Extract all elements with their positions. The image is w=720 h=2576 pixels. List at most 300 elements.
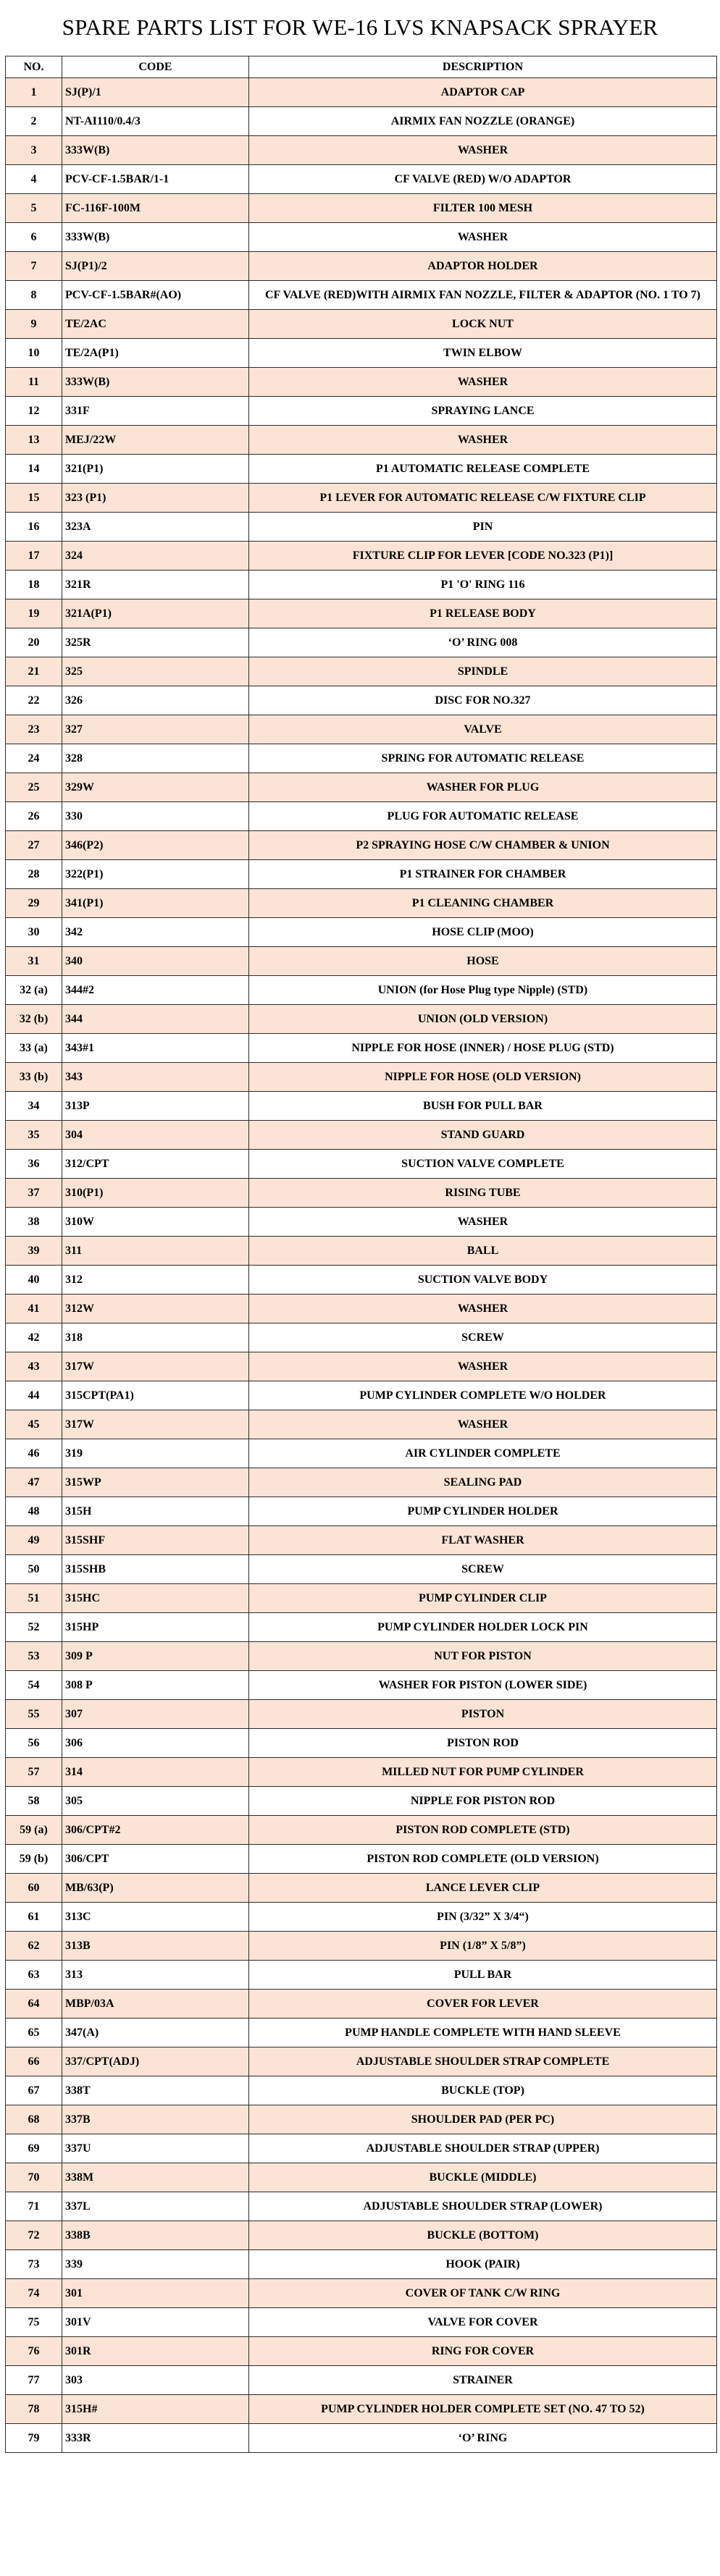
table-row — [6, 2337, 717, 2366]
part-number-cell: 24 — [6, 744, 62, 773]
part-description-cell: HOSE — [249, 947, 717, 976]
part-code-cell: 313B — [62, 1932, 249, 1961]
table-row — [6, 223, 717, 252]
part-code-cell: TE/2A(P1) — [62, 339, 249, 368]
part-code-cell: PCV-CF-1.5BAR#(AO) — [62, 281, 249, 310]
part-description-cell: WASHER — [249, 136, 717, 165]
part-number-cell: 25 — [6, 773, 62, 802]
part-code-cell: 338T — [62, 2076, 249, 2105]
part-number-cell: 42 — [6, 1323, 62, 1352]
part-description-cell: COVER OF TANK C/W RING — [249, 2279, 717, 2308]
part-number-cell: 61 — [6, 1903, 62, 1932]
part-code-cell: 312W — [62, 1295, 249, 1323]
part-description-cell: PIN (1/8” X 5/8”) — [249, 1932, 717, 1961]
part-description-cell: LANCE LEVER CLIP — [249, 1874, 717, 1903]
table-row — [6, 194, 717, 223]
part-number-cell: 10 — [6, 339, 62, 368]
table-row — [6, 1990, 717, 2019]
part-description-cell: WASHER FOR PLUG — [249, 773, 717, 802]
part-description-cell: STAND GUARD — [249, 1121, 717, 1150]
part-number-cell: 57 — [6, 1758, 62, 1787]
part-description-cell: ‘O’ RING — [249, 2424, 717, 2453]
part-number-cell: 59 (b) — [6, 1845, 62, 1874]
part-number-cell: 6 — [6, 223, 62, 252]
table-row — [6, 252, 717, 281]
part-description-cell: P1 AUTOMATIC RELEASE COMPLETE — [249, 455, 717, 484]
table-row — [6, 1526, 717, 1555]
part-number-cell: 68 — [6, 2105, 62, 2134]
part-description-cell: BUCKLE (TOP) — [249, 2076, 717, 2105]
table-row — [6, 484, 717, 513]
part-description-cell: WASHER — [249, 368, 717, 397]
part-code-cell: 318 — [62, 1323, 249, 1352]
part-description-cell: VALVE — [249, 715, 717, 744]
part-description-cell: WASHER — [249, 1295, 717, 1323]
part-code-cell: 344#2 — [62, 976, 249, 1005]
part-number-cell: 77 — [6, 2366, 62, 2395]
part-code-cell: 315H# — [62, 2395, 249, 2424]
part-code-cell: 315SHB — [62, 1555, 249, 1584]
table-row — [6, 2019, 717, 2047]
part-description-cell: CF VALVE (RED)WITH AIRMIX FAN NOZZLE, FILTER & ADAPTOR (NO. 1 TO 7) — [249, 281, 717, 310]
part-number-cell: 74 — [6, 2279, 62, 2308]
part-description-cell: BUCKLE (BOTTOM) — [249, 2221, 717, 2250]
part-code-cell: 337L — [62, 2192, 249, 2221]
part-description-cell: ADAPTOR CAP — [249, 78, 717, 107]
part-code-cell: FC-116F-100M — [62, 194, 249, 223]
table-row — [6, 2395, 717, 2424]
part-description-cell: SCREW — [249, 1323, 717, 1352]
part-code-cell: 319 — [62, 1439, 249, 1468]
header-description: DESCRIPTION — [249, 56, 717, 78]
part-number-cell: 75 — [6, 2308, 62, 2337]
part-description-cell: PUMP HANDLE COMPLETE WITH HAND SLEEVE — [249, 2019, 717, 2047]
part-description-cell: SUCTION VALVE BODY — [249, 1266, 717, 1295]
part-number-cell: 12 — [6, 397, 62, 426]
part-number-cell: 46 — [6, 1439, 62, 1468]
part-code-cell: 326 — [62, 686, 249, 715]
part-code-cell: 340 — [62, 947, 249, 976]
part-description-cell: P1 RELEASE BODY — [249, 599, 717, 628]
table-row — [6, 136, 717, 165]
table-row — [6, 1381, 717, 1410]
part-code-cell: 311 — [62, 1237, 249, 1266]
part-number-cell: 8 — [6, 281, 62, 310]
part-description-cell: ‘O’ RING 008 — [249, 628, 717, 657]
part-code-cell: MEJ/22W — [62, 426, 249, 455]
part-number-cell: 27 — [6, 831, 62, 860]
table-row — [6, 1323, 717, 1352]
part-code-cell: 321(P1) — [62, 455, 249, 484]
part-number-cell: 16 — [6, 513, 62, 542]
table-row — [6, 831, 717, 860]
part-code-cell: 321R — [62, 571, 249, 599]
part-description-cell: SPINDLE — [249, 657, 717, 686]
part-code-cell: 306/CPT#2 — [62, 1816, 249, 1845]
part-number-cell: 21 — [6, 657, 62, 686]
table-row — [6, 1295, 717, 1323]
part-description-cell: ADJUSTABLE SHOULDER STRAP (UPPER) — [249, 2134, 717, 2163]
table-row — [6, 368, 717, 397]
part-description-cell: PIN (3/32” X 3/4“) — [249, 1903, 717, 1932]
part-description-cell: P1 LEVER FOR AUTOMATIC RELEASE C/W FIXTURE CLIP — [249, 484, 717, 513]
table-row — [6, 1352, 717, 1381]
part-description-cell: PUMP CYLINDER COMPLETE W/O HOLDER — [249, 1381, 717, 1410]
part-description-cell: PISTON ROD COMPLETE (OLD VERSION) — [249, 1845, 717, 1874]
table-row — [6, 1787, 717, 1816]
part-number-cell: 76 — [6, 2337, 62, 2366]
part-code-cell: 324 — [62, 542, 249, 571]
part-code-cell: 303 — [62, 2366, 249, 2395]
table-row — [6, 1932, 717, 1961]
part-number-cell: 72 — [6, 2221, 62, 2250]
table-row — [6, 1005, 717, 1034]
part-code-cell: 310W — [62, 1208, 249, 1237]
part-code-cell: 312 — [62, 1266, 249, 1295]
part-number-cell: 52 — [6, 1613, 62, 1642]
part-number-cell: 70 — [6, 2163, 62, 2192]
part-number-cell: 69 — [6, 2134, 62, 2163]
part-description-cell: FIXTURE CLIP FOR LEVER [CODE NO.323 (P1)] — [249, 542, 717, 571]
part-description-cell: NIPPLE FOR HOSE (INNER) / HOSE PLUG (STD) — [249, 1034, 717, 1063]
part-number-cell: 19 — [6, 599, 62, 628]
part-number-cell: 65 — [6, 2019, 62, 2047]
part-number-cell: 78 — [6, 2395, 62, 2424]
part-number-cell: 59 (a) — [6, 1816, 62, 1845]
part-number-cell: 36 — [6, 1150, 62, 1179]
part-code-cell: 338M — [62, 2163, 249, 2192]
part-number-cell: 17 — [6, 542, 62, 571]
table-row — [6, 2105, 717, 2134]
part-number-cell: 33 (a) — [6, 1034, 62, 1063]
part-description-cell: COVER FOR LEVER — [249, 1990, 717, 2019]
part-code-cell: 304 — [62, 1121, 249, 1150]
table-row — [6, 542, 717, 571]
part-description-cell: AIR CYLINDER COMPLETE — [249, 1439, 717, 1468]
part-description-cell: PULL BAR — [249, 1961, 717, 1990]
table-row — [6, 2308, 717, 2337]
part-number-cell: 51 — [6, 1584, 62, 1613]
part-number-cell: 13 — [6, 426, 62, 455]
table-row — [6, 918, 717, 947]
part-number-cell: 44 — [6, 1381, 62, 1410]
part-description-cell: P1 STRAINER FOR CHAMBER — [249, 860, 717, 889]
part-description-cell: PUMP CYLINDER HOLDER — [249, 1497, 717, 1526]
part-description-cell: SPRING FOR AUTOMATIC RELEASE — [249, 744, 717, 773]
part-description-cell: WASHER — [249, 1410, 717, 1439]
part-number-cell: 66 — [6, 2047, 62, 2076]
part-number-cell: 60 — [6, 1874, 62, 1903]
header-no: NO. — [6, 56, 62, 78]
table-row — [6, 1700, 717, 1729]
part-number-cell: 49 — [6, 1526, 62, 1555]
table-row — [6, 2192, 717, 2221]
table-row — [6, 2424, 717, 2453]
table-row — [6, 1497, 717, 1526]
part-code-cell: 313P — [62, 1092, 249, 1121]
part-code-cell: 333W(B) — [62, 136, 249, 165]
part-code-cell: 309 P — [62, 1642, 249, 1671]
part-description-cell: PIN — [249, 513, 717, 542]
part-code-cell: 338B — [62, 2221, 249, 2250]
table-row — [6, 802, 717, 831]
part-description-cell: PUMP CYLINDER HOLDER COMPLETE SET (NO. 47 TO 52) — [249, 2395, 717, 2424]
part-code-cell: 322(P1) — [62, 860, 249, 889]
part-number-cell: 62 — [6, 1932, 62, 1961]
part-code-cell: 301R — [62, 2337, 249, 2366]
table-row — [6, 947, 717, 976]
part-number-cell: 58 — [6, 1787, 62, 1816]
part-number-cell: 7 — [6, 252, 62, 281]
part-number-cell: 9 — [6, 310, 62, 339]
table-row — [6, 1845, 717, 1874]
part-number-cell: 43 — [6, 1352, 62, 1381]
part-description-cell: SPRAYING LANCE — [249, 397, 717, 426]
part-description-cell: AIRMIX FAN NOZZLE (ORANGE) — [249, 107, 717, 136]
table-row — [6, 1816, 717, 1845]
table-row — [6, 976, 717, 1005]
table-row — [6, 2047, 717, 2076]
part-number-cell: 56 — [6, 1729, 62, 1758]
part-description-cell: FLAT WASHER — [249, 1526, 717, 1555]
table-row — [6, 2366, 717, 2395]
table-body — [6, 78, 717, 2453]
part-description-cell: NUT FOR PISTON — [249, 1642, 717, 1671]
part-description-cell: WASHER — [249, 426, 717, 455]
part-description-cell: NIPPLE FOR HOSE (OLD VERSION) — [249, 1063, 717, 1092]
table-row — [6, 165, 717, 194]
part-code-cell: 329W — [62, 773, 249, 802]
part-code-cell: NT-AI110/0.4/3 — [62, 107, 249, 136]
part-code-cell: 323A — [62, 513, 249, 542]
part-description-cell: BALL — [249, 1237, 717, 1266]
table-row — [6, 2279, 717, 2308]
part-code-cell: 337B — [62, 2105, 249, 2134]
table-row — [6, 1903, 717, 1932]
page-title: SPARE PARTS LIST FOR WE-16 LVS KNAPSACK SPRAYER — [62, 14, 658, 40]
part-number-cell: 15 — [6, 484, 62, 513]
part-code-cell: 337/CPT(ADJ) — [62, 2047, 249, 2076]
part-code-cell: 343 — [62, 1063, 249, 1092]
part-description-cell: ADAPTOR HOLDER — [249, 252, 717, 281]
part-number-cell: 41 — [6, 1295, 62, 1323]
part-code-cell: 328 — [62, 744, 249, 773]
part-description-cell: SEALING PAD — [249, 1468, 717, 1497]
part-number-cell: 29 — [6, 889, 62, 918]
part-number-cell: 31 — [6, 947, 62, 976]
part-code-cell: 333R — [62, 2424, 249, 2453]
part-description-cell: PUMP CYLINDER HOLDER LOCK PIN — [249, 1613, 717, 1642]
part-number-cell: 54 — [6, 1671, 62, 1700]
part-number-cell: 48 — [6, 1497, 62, 1526]
part-number-cell: 30 — [6, 918, 62, 947]
part-description-cell: UNION (for Hose Plug type Nipple) (STD) — [249, 976, 717, 1005]
table-row — [6, 571, 717, 599]
part-code-cell: 343#1 — [62, 1034, 249, 1063]
part-code-cell: 315WP — [62, 1468, 249, 1497]
part-number-cell: 45 — [6, 1410, 62, 1439]
part-description-cell: PISTON ROD COMPLETE (STD) — [249, 1816, 717, 1845]
part-code-cell: 307 — [62, 1700, 249, 1729]
part-number-cell: 67 — [6, 2076, 62, 2105]
part-code-cell: 347(A) — [62, 2019, 249, 2047]
table-row — [6, 2221, 717, 2250]
part-description-cell: P1 'O' RING 116 — [249, 571, 717, 599]
part-code-cell: 301 — [62, 2279, 249, 2308]
part-number-cell: 55 — [6, 1700, 62, 1729]
table-row — [6, 1150, 717, 1179]
part-number-cell: 33 (b) — [6, 1063, 62, 1092]
table-row — [6, 889, 717, 918]
part-code-cell: 315CPT(PA1) — [62, 1381, 249, 1410]
table-row — [6, 339, 717, 368]
table-row — [6, 1179, 717, 1208]
table-row — [6, 2250, 717, 2279]
table-row — [6, 1439, 717, 1468]
table-row — [6, 1613, 717, 1642]
part-description-cell: DISC FOR NO.327 — [249, 686, 717, 715]
part-number-cell: 23 — [6, 715, 62, 744]
part-description-cell: WASHER — [249, 1352, 717, 1381]
part-code-cell: 325 — [62, 657, 249, 686]
part-code-cell: 305 — [62, 1787, 249, 1816]
table-row — [6, 281, 717, 310]
part-number-cell: 5 — [6, 194, 62, 223]
table-row — [6, 1092, 717, 1121]
table-row — [6, 1468, 717, 1497]
part-code-cell: 306 — [62, 1729, 249, 1758]
table-row — [6, 599, 717, 628]
part-number-cell: 37 — [6, 1179, 62, 1208]
table-row — [6, 1208, 717, 1237]
part-description-cell: WASHER FOR PISTON (LOWER SIDE) — [249, 1671, 717, 1700]
part-number-cell: 32 (a) — [6, 976, 62, 1005]
part-code-cell: 333W(B) — [62, 368, 249, 397]
part-code-cell: 317W — [62, 1410, 249, 1439]
table-row — [6, 1121, 717, 1150]
table-row — [6, 2134, 717, 2163]
part-number-cell: 28 — [6, 860, 62, 889]
part-description-cell: P1 CLEANING CHAMBER — [249, 889, 717, 918]
table-row — [6, 2076, 717, 2105]
part-code-cell: 301V — [62, 2308, 249, 2337]
part-code-cell: 310(P1) — [62, 1179, 249, 1208]
table-row — [6, 513, 717, 542]
table-row — [6, 1034, 717, 1063]
part-number-cell: 39 — [6, 1237, 62, 1266]
table-row — [6, 773, 717, 802]
part-number-cell: 1 — [6, 78, 62, 107]
header-code: CODE — [62, 56, 249, 78]
part-code-cell: 313 — [62, 1961, 249, 1990]
part-code-cell: 315HP — [62, 1613, 249, 1642]
part-number-cell: 71 — [6, 2192, 62, 2221]
part-description-cell: SCREW — [249, 1555, 717, 1584]
part-description-cell: BUCKLE (MIDDLE) — [249, 2163, 717, 2192]
table-row — [6, 455, 717, 484]
part-code-cell: 321A(P1) — [62, 599, 249, 628]
part-number-cell: 32 (b) — [6, 1005, 62, 1034]
table-row — [6, 397, 717, 426]
part-number-cell: 73 — [6, 2250, 62, 2279]
table-row — [6, 1410, 717, 1439]
part-code-cell: 327 — [62, 715, 249, 744]
table-row — [6, 1729, 717, 1758]
part-number-cell: 14 — [6, 455, 62, 484]
table-row — [6, 860, 717, 889]
table-row — [6, 1874, 717, 1903]
part-description-cell: MILLED NUT FOR PUMP CYLINDER — [249, 1758, 717, 1787]
part-number-cell: 26 — [6, 802, 62, 831]
part-number-cell: 20 — [6, 628, 62, 657]
part-description-cell: HOSE CLIP (MOO) — [249, 918, 717, 947]
part-description-cell: NIPPLE FOR PISTON ROD — [249, 1787, 717, 1816]
part-code-cell: 346(P2) — [62, 831, 249, 860]
part-description-cell: LOCK NUT — [249, 310, 717, 339]
part-description-cell: P2 SPRAYING HOSE C/W CHAMBER & UNION — [249, 831, 717, 860]
part-code-cell: 339 — [62, 2250, 249, 2279]
part-number-cell: 22 — [6, 686, 62, 715]
part-description-cell: FILTER 100 MESH — [249, 194, 717, 223]
part-description-cell: HOOK (PAIR) — [249, 2250, 717, 2279]
part-description-cell: SUCTION VALVE COMPLETE — [249, 1150, 717, 1179]
part-code-cell: 342 — [62, 918, 249, 947]
table-row — [6, 1237, 717, 1266]
part-code-cell: 314 — [62, 1758, 249, 1787]
table-row — [6, 628, 717, 657]
part-number-cell: 50 — [6, 1555, 62, 1584]
part-code-cell: 330 — [62, 802, 249, 831]
part-code-cell: 313C — [62, 1903, 249, 1932]
part-description-cell: PUMP CYLINDER CLIP — [249, 1584, 717, 1613]
part-description-cell: STRAINER — [249, 2366, 717, 2395]
table-header — [6, 56, 717, 78]
table-row — [6, 107, 717, 136]
part-description-cell: SHOULDER PAD (PER PC) — [249, 2105, 717, 2134]
part-code-cell: PCV-CF-1.5BAR/1-1 — [62, 165, 249, 194]
part-code-cell: SJ(P1)/2 — [62, 252, 249, 281]
part-number-cell: 63 — [6, 1961, 62, 1990]
part-number-cell: 2 — [6, 107, 62, 136]
part-number-cell: 64 — [6, 1990, 62, 2019]
part-code-cell: 317W — [62, 1352, 249, 1381]
table-row — [6, 1961, 717, 1990]
part-number-cell: 11 — [6, 368, 62, 397]
table-row — [6, 426, 717, 455]
part-number-cell: 40 — [6, 1266, 62, 1295]
part-code-cell: MBP/03A — [62, 1990, 249, 2019]
part-code-cell: 344 — [62, 1005, 249, 1034]
table-row — [6, 1671, 717, 1700]
part-description-cell: RING FOR COVER — [249, 2337, 717, 2366]
part-number-cell: 35 — [6, 1121, 62, 1150]
part-description-cell: WASHER — [249, 1208, 717, 1237]
spare-parts-table — [5, 56, 717, 2453]
part-number-cell: 3 — [6, 136, 62, 165]
part-code-cell: 333W(B) — [62, 223, 249, 252]
part-description-cell: CF VALVE (RED) W/O ADAPTOR — [249, 165, 717, 194]
table-row — [6, 1266, 717, 1295]
part-code-cell: 312/CPT — [62, 1150, 249, 1179]
header-row — [6, 56, 717, 78]
part-number-cell: 34 — [6, 1092, 62, 1121]
part-code-cell: 341(P1) — [62, 889, 249, 918]
table-row — [6, 1063, 717, 1092]
part-code-cell: 325R — [62, 628, 249, 657]
part-code-cell: 337U — [62, 2134, 249, 2163]
table-row — [6, 310, 717, 339]
table-row — [6, 1584, 717, 1613]
